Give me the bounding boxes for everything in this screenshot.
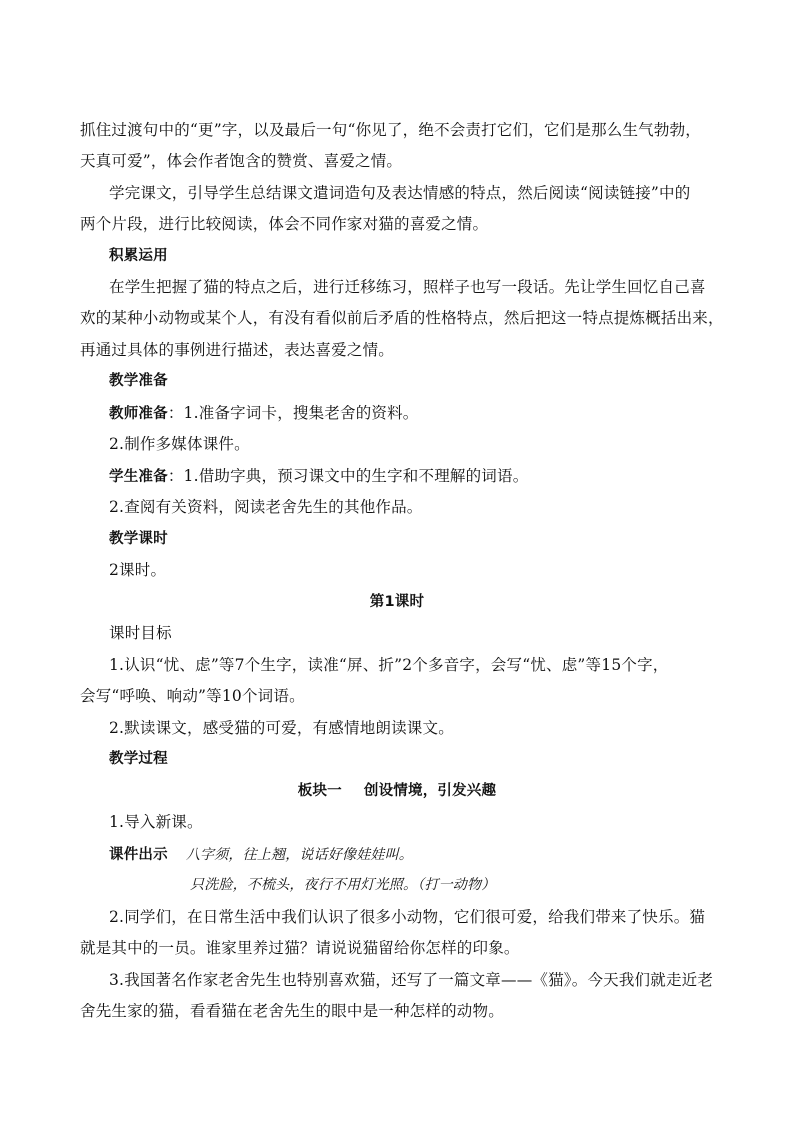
student-prep-label: 学生准备 (109, 469, 168, 485)
goals-heading: 课时目标 (109, 624, 172, 642)
teacher-prep-item1: ：1.准备字词卡，搜集老舍的资料。 (167, 404, 419, 422)
step-2-line: 2.同学们，在日常生活中我们认识了很多小动物，它们很可爱，给我们带来了快乐。猫 (109, 908, 706, 926)
section-heading-process: 教学过程 (109, 751, 168, 767)
teacher-prep-label: 教师准备 (109, 406, 168, 422)
student-prep-item2: 2.查阅有关资料，阅读老舍先生的其他作品。 (109, 498, 423, 516)
block-1-title-line (0, 781, 794, 801)
block-1-subtitle: 创设情境，引发兴趣 (363, 783, 497, 799)
student-prep-item1: ：1.借助字典，预习课文中的生字和不理解的词语。 (167, 467, 529, 485)
paragraph-line: 再通过具体的事例进行描述，表达喜爱之情。 (80, 341, 395, 359)
session-title: 第1课时 (369, 594, 425, 610)
teacher-prep-line (109, 403, 721, 424)
courseware-line (109, 844, 721, 865)
student-prep-line (109, 466, 721, 487)
section-heading-zhunbei: 教学准备 (109, 373, 168, 389)
goal-1-line: 会写“呼唤、响动”等10个词语。 (80, 687, 305, 705)
goal-2: 2.默读课文，感受猫的可爱，有感情地朗读课文。 (109, 719, 454, 737)
block-1-title: 板块一 (297, 783, 342, 799)
step-3-line: 舍先生家的猫，看看猫在老舍先生的眼中是一种怎样的动物。 (80, 1002, 504, 1020)
paragraph-line: 抓住过渡句中的“更”字，以及最后一句“你见了，绝不会责打它们，它们是那么生气勃勃， (80, 121, 701, 139)
riddle-line-2: 只洗脸，不梳头，夜行不用灯光照。（打一动物） (190, 877, 496, 893)
paragraph-line: 天真可爱”，体会作者饱含的赞赏、喜爱之情。 (80, 152, 403, 170)
section-heading-jilei: 积累运用 (109, 248, 168, 264)
step-1: 1.导入新课。 (109, 813, 203, 831)
step-2-line: 就是其中的一员。谁家里养过猫？请说说猫留给你怎样的印象。 (80, 939, 520, 957)
paragraph-line: 欢的某种小动物或某个人，有没有看似前后矛盾的性格特点，然后把这一特点提炼概括出来， (80, 309, 724, 327)
step-3-line: 3.我国著名作家老舍先生也特别喜欢猫，还写了一篇文章——《猫》。今天我们就走近老 (109, 971, 714, 989)
goal-1-line: 1.认识“忧、虑”等7个生字，读准“屏、折”2个多音字，会写“忧、虑”等15个字， (109, 656, 669, 674)
courseware-label: 课件出示 (109, 847, 168, 863)
paragraph-line: 学完课文，引导学生总结课文遣词造句及表达情感的特点，然后阅读“阅读链接”中的 (109, 184, 691, 202)
paragraph-line: 两个片段，进行比较阅读，体会不同作家对猫的喜爱之情。 (80, 215, 489, 233)
paragraph-line: 在学生把握了猫的特点之后，进行迁移练习，照样子也写一段话。先让学生回忆自己喜 (109, 278, 706, 296)
riddle-line-1: 八字须，往上翘，说话好像娃娃叫。 (185, 847, 414, 863)
section-heading-keshi: 教学课时 (109, 531, 168, 547)
teacher-prep-item2: 2.制作多媒体课件。 (109, 435, 250, 453)
keshi-value: 2课时。 (109, 561, 167, 579)
